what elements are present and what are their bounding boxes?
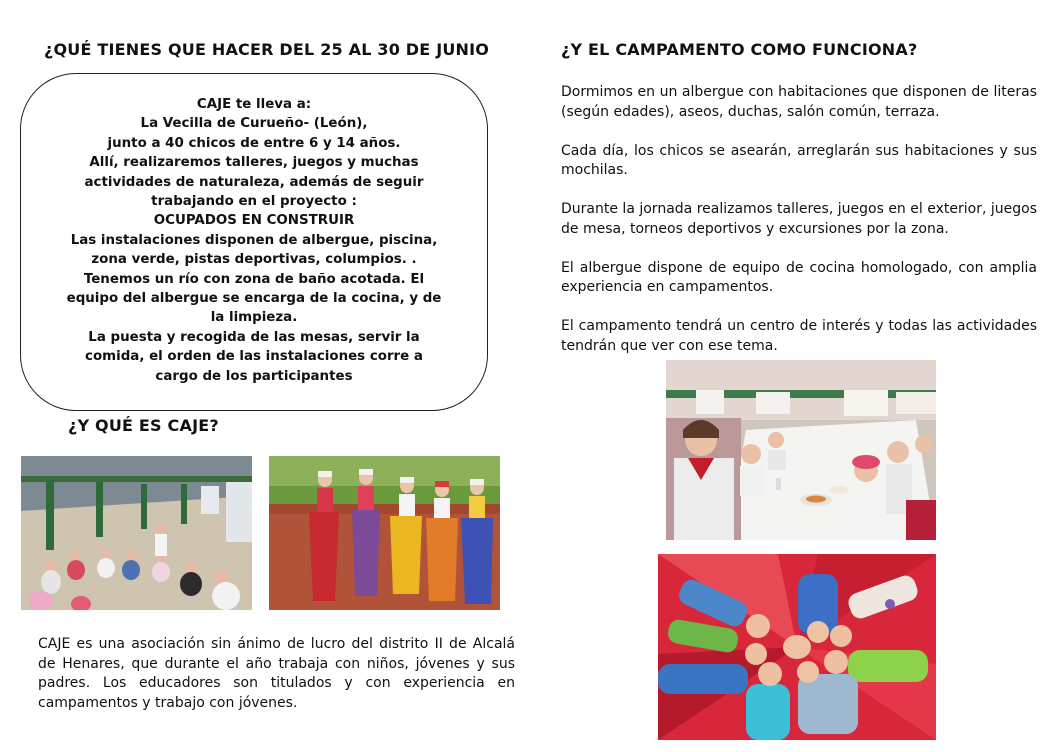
camp-info-paragraph: El campamento tendrá un centro de interés y todas las actividades tendrán que ver con ese tema. bbox=[561, 318, 1037, 354]
heading-how-camp-works: ¿Y EL CAMPAMENTO COMO FUNCIONA? bbox=[561, 40, 918, 59]
bubble-line: OCUPADOS EN CONSTRUIR bbox=[153, 213, 355, 229]
bubble-line: equipo del albergue se encarga de la cocina, y de bbox=[66, 291, 442, 307]
camp-info-paragraph: Durante la jornada realizamos talleres, juegos en el exterior, juegos de mesa, torneos deportivos y excursiones por la zona. bbox=[561, 201, 1037, 237]
bubble-line: zona verde, pistas deportivas, columpios. . bbox=[91, 252, 417, 268]
bubble-line: cargo de los participantes bbox=[155, 368, 353, 384]
heading-what-to-do: ¿QUÉ TIENES QUE HACER DEL 25 AL 30 DE JUNIO bbox=[44, 40, 490, 59]
bubble-line: La puesta y recogida de las mesas, servir la bbox=[88, 329, 420, 345]
camp-info-paragraph: Dormimos en un albergue con habitaciones que disponen de literas (según edades), aseos, duchas, salón común, terraza. bbox=[561, 84, 1037, 120]
bubble-line: Tenemos un río con zona de baño acotada. El bbox=[83, 271, 425, 287]
bubble-line: CAJE te lleva a: bbox=[196, 97, 312, 112]
bubble-line: trabajando en el proyecto : bbox=[151, 194, 357, 210]
photo-children-indoor-hall bbox=[21, 456, 252, 610]
bubble-line: actividades de naturaleza, además de seguir bbox=[84, 174, 424, 190]
bubble-line: La Vecilla de Curueño- (León), bbox=[140, 116, 368, 132]
photo-children-parachute bbox=[658, 554, 936, 740]
heading-what-is-caje: ¿Y QUÉ ES CAJE? bbox=[68, 416, 219, 435]
camp-info-paragraph: Cada día, los chicos se asearán, arreglarán sus habitaciones y sus mochilas. bbox=[561, 142, 1037, 178]
camp-info-paragraphs bbox=[561, 83, 1037, 376]
info-bubble-text bbox=[40, 95, 468, 386]
bubble-line: la limpieza. bbox=[210, 310, 298, 326]
bubble-line: comida, el orden de las instalaciones corre a bbox=[85, 349, 423, 365]
bubble-line: Allí, realizaremos talleres, juegos y muchas bbox=[89, 155, 419, 171]
photo-dining-room bbox=[666, 360, 936, 540]
camp-info-paragraph: El albergue dispone de equipo de cocina homologado, con amplia experiencia en campamentos. bbox=[561, 259, 1037, 295]
photo-sack-race-children bbox=[269, 456, 500, 610]
bubble-line: Las instalaciones disponen de albergue, piscina, bbox=[70, 232, 438, 248]
caje-description: CAJE es una asociación sin ánimo de lucro del distrito II de Alcalá de Henares, que durante el año trabaja con niños, jóvenes y sus padres. Los educadores son titulados y con experiencia en campamentos y trabajo con jóvenes. bbox=[38, 636, 515, 711]
bubble-line: junto a 40 chicos de entre 6 y 14 años. bbox=[107, 135, 401, 151]
